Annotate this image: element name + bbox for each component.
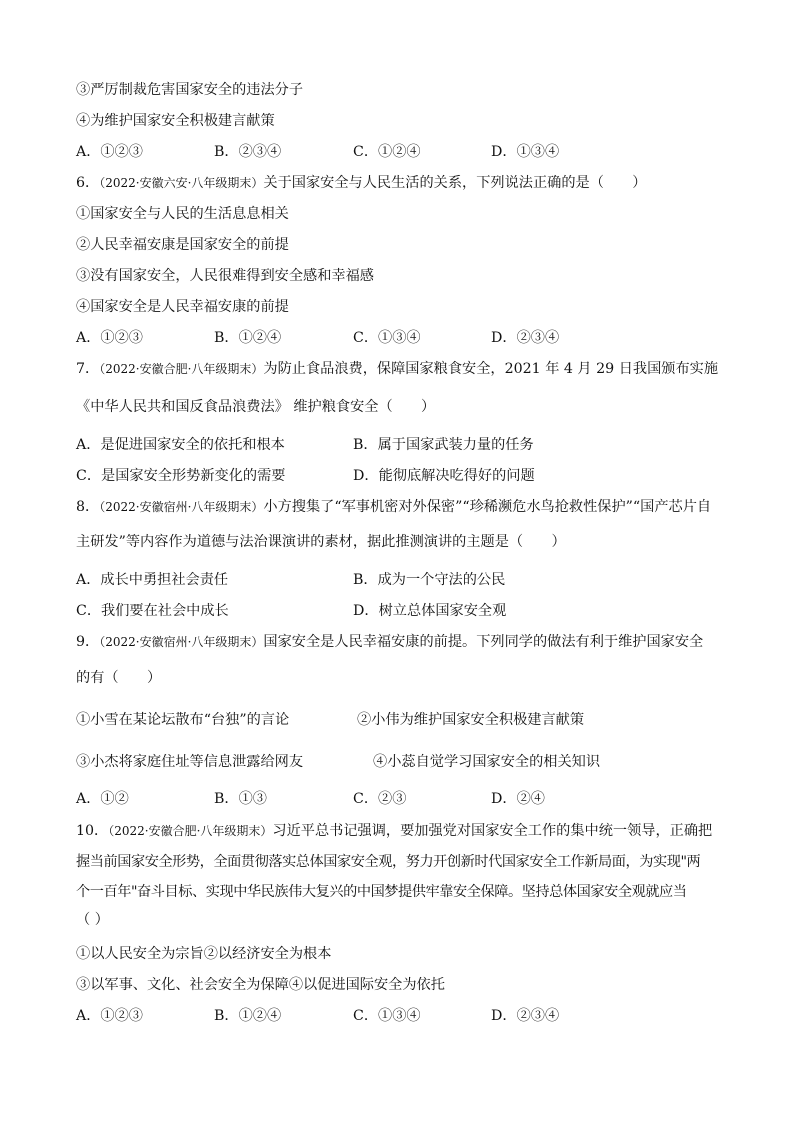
q5-option-d: D．①③④ xyxy=(491,144,560,160)
q10-option-b: B．①②④ xyxy=(214,1008,282,1024)
q10-option-d: D．②③④ xyxy=(491,1008,560,1024)
q6-statement-2: ②人民幸福安康是国家安全的前提 xyxy=(76,237,289,253)
q5-option-b: B．②③④ xyxy=(214,144,282,160)
q10-statements-3-4: ③以军事、文化、社会安全为保障④以促进国际安全为依托 xyxy=(76,977,445,993)
q7-option-b: B．属于国家武装力量的任务 xyxy=(353,437,534,453)
q9-option-c: C．②③ xyxy=(353,791,407,807)
statement-3: ③严厉制裁危害国家安全的违法分子 xyxy=(76,82,304,98)
q6-option-d: D．②③④ xyxy=(491,330,560,346)
question-text: 关于国家安全与人民生活的关系，下列说法正确的是（ ） xyxy=(263,175,647,191)
question-number: 8． xyxy=(76,499,100,515)
q9-option-b: B．①③ xyxy=(214,791,267,807)
question-number: 10． xyxy=(76,823,109,839)
q7-option-d: D．能彻底解决吃得好的问题 xyxy=(353,468,535,484)
q10-statements-1-2: ①以人民安全为宗旨②以经济安全为根本 xyxy=(76,946,332,962)
q9-option-d: D．②④ xyxy=(491,791,545,807)
question-9 xyxy=(76,632,703,652)
question-text: 国家安全是人民幸福安康的前提。下列同学的做法有利于维护国家安全 xyxy=(263,634,704,650)
question-source: （2022·安徽合肥·八年级期末） xyxy=(99,362,264,376)
question-number: 7． xyxy=(76,361,100,377)
question-text: 为防止食品浪费，保障国家粮食安全，2021 年 4 月 29 日我国颁布实施 xyxy=(263,361,719,377)
question-6 xyxy=(76,173,646,193)
q10-option-c: C．①③④ xyxy=(353,1008,421,1024)
question-8-cont: 主研发”等内容作为道德与法治课演讲的素材，据此推测演讲的主题是（ ） xyxy=(76,534,566,550)
question-text: 小方搜集了“军事机密对外保密”“珍稀濒危水鸟抢救性保护”“国产芯片自 xyxy=(263,499,712,515)
question-text: 习近平总书记强调，要加强党对国家安全工作的集中统一领导，正确把 xyxy=(272,823,713,839)
q5-option-c: C．①②④ xyxy=(353,144,421,160)
question-10-cont-2: 个一百年"奋斗目标、实现中华民族伟大复兴的中国梦提供牢靠安全保障。坚持总体国家安全观就应当 xyxy=(76,884,687,900)
q9-statement-2: ②小伟为维护国家安全积极建言献策 xyxy=(357,712,585,728)
question-number: 9． xyxy=(76,634,100,650)
q9-option-a: A．①② xyxy=(76,791,129,807)
question-number: 6． xyxy=(76,175,100,191)
question-source: （2022·安徽合肥·八年级期末） xyxy=(108,824,273,838)
question-8 xyxy=(76,497,711,517)
question-9-cont: 的有（ ） xyxy=(76,670,162,686)
q6-option-a: A．①②③ xyxy=(76,330,143,346)
q6-option-b: B．①②④ xyxy=(214,330,282,346)
question-10-cont-3: （ ） xyxy=(76,912,109,928)
q10-option-a: A．①②③ xyxy=(76,1008,143,1024)
q8-option-b: B．成为一个守法的公民 xyxy=(353,572,506,588)
q6-statement-1: ①国家安全与人民的生活息息相关 xyxy=(76,206,289,222)
question-10-cont-1: 握当前国家安全形势，全面贯彻落实总体国家安全观，努力开创新时代国家安全工作新局面，为实现"两 xyxy=(76,854,701,870)
q5-option-a: A．①②③ xyxy=(76,144,143,160)
question-source: （2022·安徽宿州·八年级期末） xyxy=(99,500,264,514)
q8-option-a: A．成长中勇担社会责任 xyxy=(76,572,229,588)
q6-statement-4: ④国家安全是人民幸福安康的前提 xyxy=(76,299,289,315)
q7-option-c: C．是国家安全形势新变化的需要 xyxy=(76,468,286,484)
question-10 xyxy=(76,821,712,841)
q8-option-d: D．树立总体国家安全观 xyxy=(353,603,507,619)
q6-statement-3: ③没有国家安全，人民很难得到安全感和幸福感 xyxy=(76,268,374,284)
question-7-cont: 《中华人民共和国反食品浪费法》 维护粮食安全（ ） xyxy=(76,399,436,415)
q7-option-a: A．是促进国家安全的依托和根本 xyxy=(76,437,285,453)
question-7 xyxy=(76,359,718,379)
question-source: （2022·安徽宿州·八年级期末） xyxy=(99,635,264,649)
q6-option-c: C．①③④ xyxy=(353,330,421,346)
statement-4: ④为维护国家安全积极建言献策 xyxy=(76,113,275,129)
q9-statement-4: ④小蕊自觉学习国家安全的相关知识 xyxy=(373,754,601,770)
q9-statement-3: ③小杰将家庭住址等信息泄露给网友 xyxy=(76,754,304,770)
question-source: （2022·安徽六安·八年级期末） xyxy=(99,176,264,190)
q9-statement-1: ①小雪在某论坛散布“台独”的言论 xyxy=(76,712,290,728)
q8-option-c: C．我们要在社会中成长 xyxy=(76,603,229,619)
